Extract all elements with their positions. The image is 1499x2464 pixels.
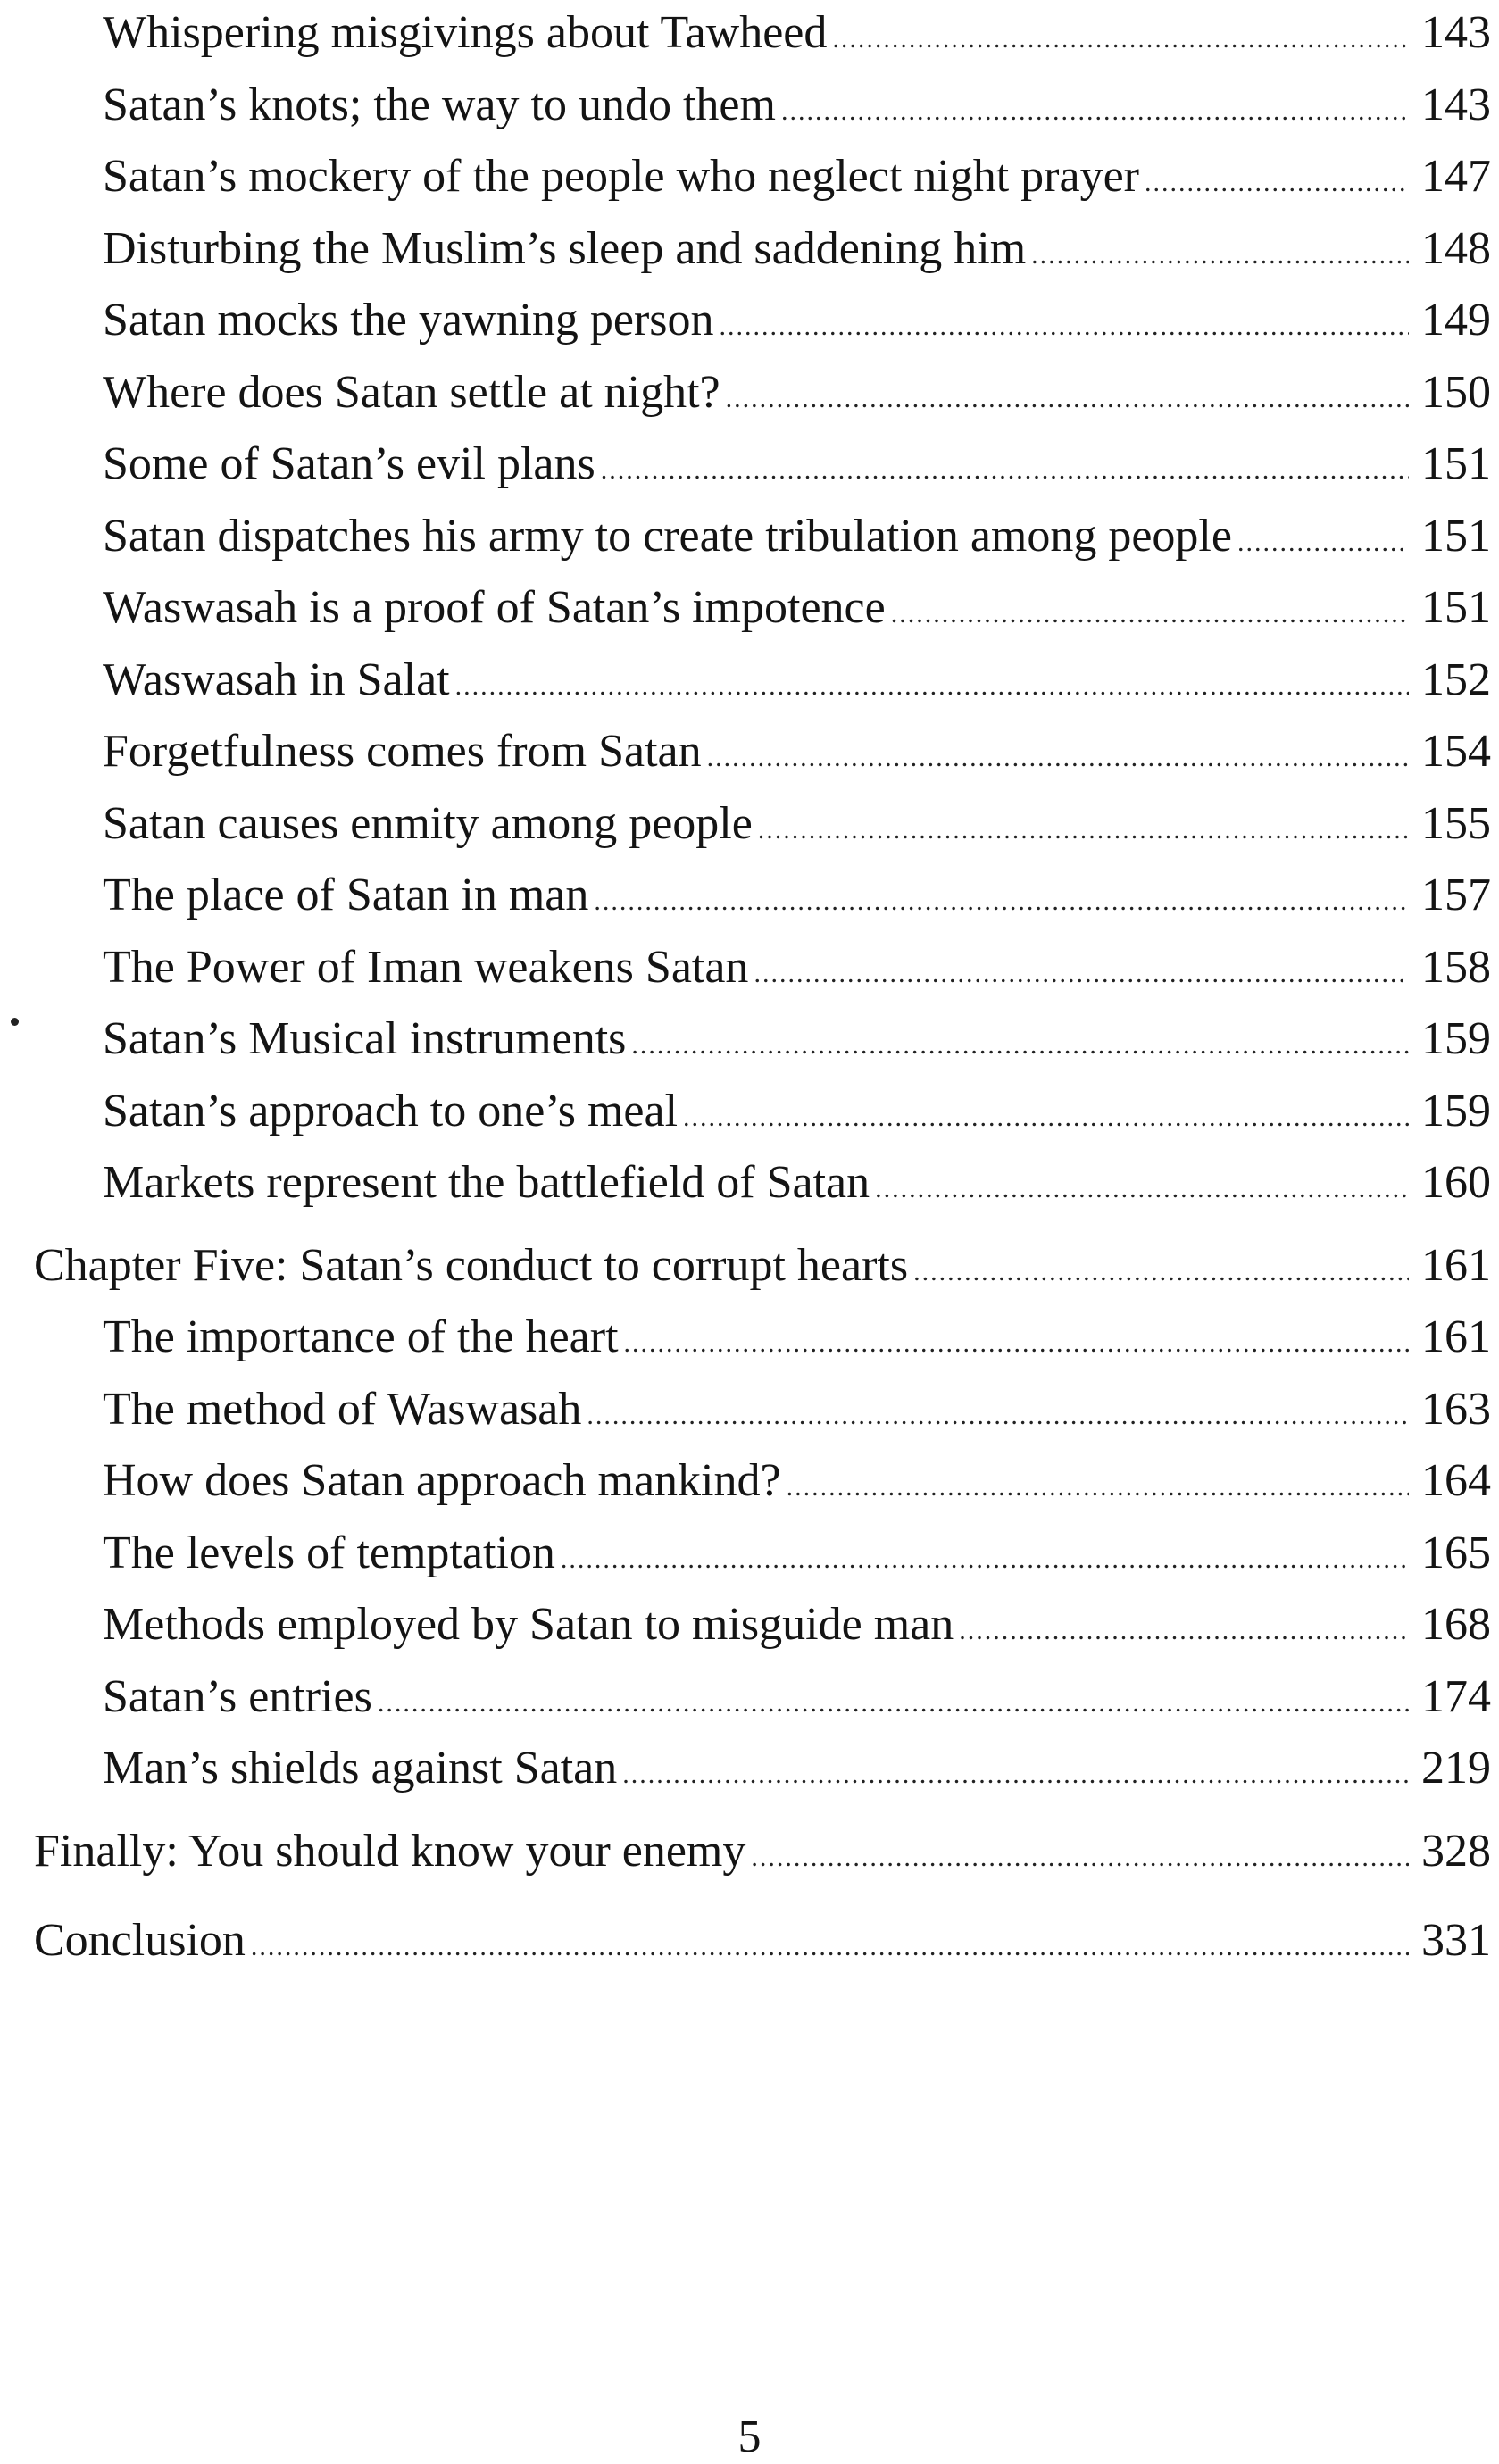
dot-leader [751, 1825, 1409, 1891]
toc-entry-title: Markets represent the battlefield of Satan [103, 1157, 870, 1208]
dot-leader [1031, 222, 1409, 288]
toc-entry-page: 174 [1421, 1670, 1491, 1722]
stray-dot-mark [11, 1018, 19, 1026]
toc-entry-page: 143 [1421, 79, 1491, 130]
toc-entry-title: Chapter Five: Satan’s conduct to corrupt hearts [34, 1239, 909, 1291]
toc-entry-title: Satan’s mockery of the people who neglect night prayer [103, 151, 1139, 202]
toc-entry-page: 150 [1421, 366, 1491, 418]
dot-leader [891, 581, 1409, 647]
toc-entry-page: 160 [1421, 1157, 1491, 1208]
toc-entry-title: The method of Waswasah [103, 1383, 582, 1435]
toc-entry-page: 151 [1421, 510, 1491, 562]
toc-entry-title: The importance of the heart [103, 1311, 619, 1362]
toc-entry-page: 328 [1421, 1825, 1491, 1877]
toc-entry [34, 791, 1491, 863]
toc-entry-title: Disturbing the Muslim’s sleep and saddening him [103, 222, 1027, 274]
dot-leader [832, 6, 1409, 72]
toc-entry [34, 360, 1491, 432]
dot-leader [601, 437, 1409, 504]
toc-entry-title: Satan dispatches his army to create tribulation among people [103, 510, 1232, 562]
dot-leader [875, 1156, 1409, 1222]
toc-entry-title: How does Satan approach mankind? [103, 1455, 781, 1506]
toc-entry [34, 1006, 1491, 1078]
toc-entry-page: 161 [1421, 1311, 1491, 1362]
toc-entry [34, 504, 1491, 576]
dot-leader [631, 1012, 1409, 1078]
toc-entry-page: 151 [1421, 582, 1491, 633]
dot-leader [1145, 150, 1409, 216]
toc-entry [34, 1448, 1491, 1520]
dot-leader [455, 653, 1409, 720]
page-number: 5 [737, 2411, 762, 2462]
toc-entry [34, 1078, 1491, 1151]
toc-entry [34, 1592, 1491, 1664]
toc-entry-page: 143 [1421, 7, 1491, 58]
dot-leader [587, 1383, 1409, 1449]
dot-leader [781, 79, 1409, 145]
dot-leader [624, 1311, 1409, 1377]
toc-entry [34, 1304, 1491, 1377]
toc-entry-title: Satan causes enmity among people [103, 797, 753, 849]
toc-entry-page: 154 [1421, 726, 1491, 777]
dot-leader [758, 797, 1409, 863]
toc-entry-title: Methods employed by Satan to misguide man [103, 1599, 954, 1650]
toc-entry [34, 72, 1491, 145]
toc-entry [34, 1150, 1491, 1222]
dot-leader [683, 1085, 1409, 1151]
toc-entry-page: 157 [1421, 870, 1491, 920]
toc-entry [34, 719, 1491, 791]
dot-leader [787, 1454, 1409, 1520]
toc-entry-page: 331 [1421, 1915, 1491, 1966]
toc-entry-title: Satan mocks the yawning person [103, 295, 714, 345]
toc-entry-title: Man’s shields against Satan [103, 1743, 618, 1794]
toc-chapter-entry [34, 1819, 1491, 1891]
toc-entry-title: Conclusion [34, 1915, 246, 1966]
dot-leader [251, 1914, 1409, 1980]
dot-leader [720, 294, 1409, 360]
toc-entry-title: The place of Satan in man [103, 870, 589, 920]
toc-entry-page: 147 [1421, 151, 1491, 202]
toc-entry-title: The levels of temptation [103, 1527, 555, 1578]
dot-leader [726, 366, 1409, 432]
toc-entry-page: 149 [1421, 295, 1491, 345]
toc-entry [34, 575, 1491, 647]
toc-entry [34, 862, 1491, 935]
toc-entry-page: 168 [1421, 1599, 1491, 1650]
toc-entry-page: 219 [1421, 1743, 1491, 1794]
toc-chapter-entry [34, 1908, 1491, 1980]
toc-entry [34, 216, 1491, 288]
toc-entry-page: 163 [1421, 1383, 1491, 1435]
toc-entry [34, 935, 1491, 1007]
dot-leader [707, 725, 1409, 791]
toc-entry-title: Waswasah is a proof of Satan’s impotence [103, 582, 886, 633]
toc-entry-title: Satan’s approach to one’s meal [103, 1085, 679, 1136]
toc-entry-page: 148 [1421, 222, 1491, 274]
toc-entry-page: 165 [1421, 1527, 1491, 1578]
toc-entry [34, 647, 1491, 720]
dot-leader [754, 941, 1409, 1007]
toc-entry-title: Satan’s Musical instruments [103, 1013, 627, 1064]
toc-entry-title: Waswasah in Salat [103, 653, 450, 705]
toc-entry-title: Satan’s entries [103, 1670, 372, 1722]
toc-entry [34, 431, 1491, 504]
toc-entry [34, 1520, 1491, 1593]
dot-leader [622, 1742, 1409, 1808]
toc-entry [34, 144, 1491, 216]
dot-leader [913, 1239, 1409, 1305]
toc-entry-page: 151 [1421, 438, 1491, 489]
dot-leader [594, 869, 1409, 935]
toc-entry-page: 155 [1421, 797, 1491, 849]
toc-entry-title: Where does Satan settle at night? [103, 366, 720, 418]
table-of-contents [34, 0, 1491, 1980]
toc-entry-title: Forgetfulness comes from Satan [103, 726, 702, 777]
toc-entry-title: Satan’s knots; the way to undo them [103, 79, 776, 130]
toc-entry-title: Whispering misgivings about Tawheed [103, 7, 828, 58]
toc-entry-page: 158 [1421, 941, 1491, 993]
toc-entry [34, 1377, 1491, 1449]
toc-entry-page: 159 [1421, 1085, 1491, 1136]
toc-entry [34, 287, 1491, 360]
dot-leader [561, 1527, 1409, 1593]
toc-entry-title: Finally: You should know your enemy [34, 1825, 746, 1877]
toc-entry-page: 159 [1421, 1013, 1491, 1064]
dot-leader [378, 1670, 1409, 1736]
dot-leader [1237, 510, 1409, 576]
toc-entry [34, 1736, 1491, 1808]
toc-entry-page: 161 [1421, 1239, 1491, 1291]
toc-entry [34, 1664, 1491, 1736]
toc-entry-title: Some of Satan’s evil plans [103, 438, 595, 489]
dot-leader [959, 1598, 1409, 1664]
toc-entry [34, 0, 1491, 72]
toc-entry-title: The Power of Iman weakens Satan [103, 941, 749, 993]
toc-entry-page: 164 [1421, 1455, 1491, 1506]
toc-chapter-entry [34, 1233, 1491, 1305]
toc-entry-page: 152 [1421, 653, 1491, 705]
